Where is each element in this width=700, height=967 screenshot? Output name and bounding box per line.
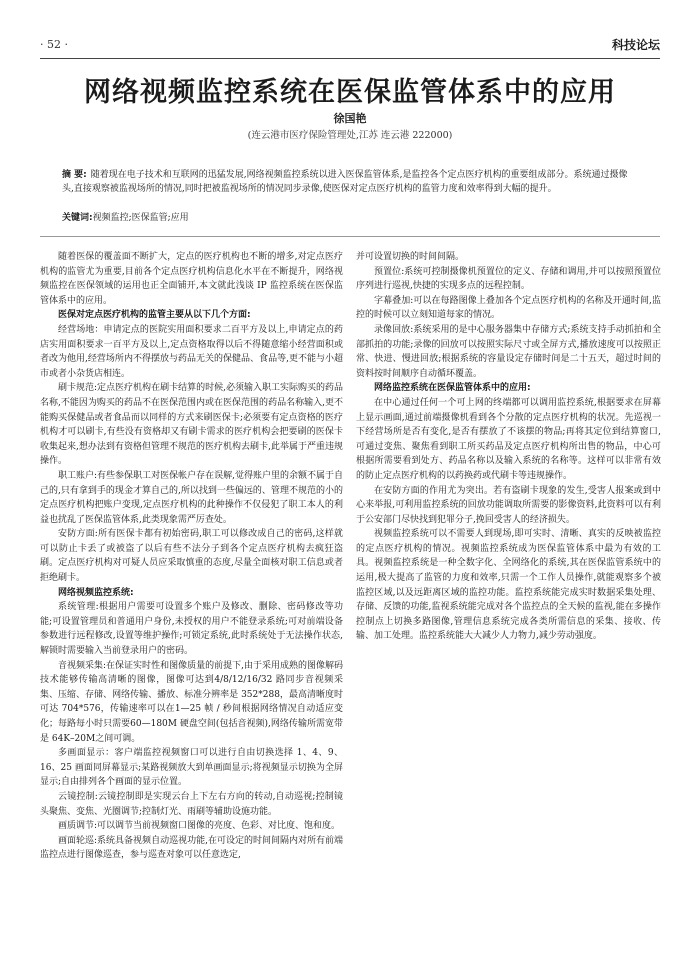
keywords-label: 关键词: — [62, 213, 93, 223]
section-heading: 网络视频监控系统: — [58, 587, 134, 598]
body-paragraph: 视频监控系统可以不需要人到现场,即可实时、清晰、真实的反映被监控的定点医疗机构的情况。视频监控系统成为医保监管体系中最为有效的工具。视频监控系统是一种全数字化、全网络化的系统,其在医保监管系统中的运用,极大提高了监管的力度和效率,只需一个工作人员操作,就能观察多个被监控区域,以及远距离区域的监控功能。监控系统能完成实时数据采集处理、存储、反馈的功能,监视系统能完成对各个监控点的全天候的监视,能在多操作控制点上切换多路图像,管理信息系统完成各类所需信息的采集、接收、传输、加工处理。监控系统能大大减少人力物力,减少劳动强度。 — [356, 529, 661, 642]
body-column-left — [40, 250, 343, 863]
section-heading: 医保对定点医疗机构的监管主要从以下几个方面: — [58, 310, 251, 321]
abstract-text: 随着现在电子技术和互联网的迅猛发展,网络视频监控系统以进入医保监管体系,是监控各个定点医疗机构的重要组成部分。系统通过摄像头,直接观察被监视场所的情况,同时把被监视场所的情况同步录像,使医保对定点医疗机构的监管力度和效率得到大幅的提升。 — [62, 170, 628, 194]
body-paragraph: 职工账户:有些参保职工对医保帐户存在误解,觉得账户里的余额不属于自己的,只有拿到手的现金才算自己的,所以找到一些偏远的、管理不规范的小的定点医疗机构把账户变现,定点医疗机构的此种操作不仅侵犯了职工本人的利益也扰乱了医保监管体系,此类现象需严厉查处。 — [40, 470, 343, 525]
article-title: 网络视频监控系统在医保监管体系中的应用 — [84, 77, 616, 108]
header-rule — [40, 58, 660, 59]
body-paragraph: 在安防方面的作用尤为突出。若有盗刷卡现象的发生,受害人报案或到中心来举报,可利用监控系统的回放功能调取所需要的影像资料,此资料可以有利于公安部门尽快找到犯罪分子,挽回受害人的经济损失。 — [356, 485, 661, 525]
running-header — [40, 38, 660, 60]
body-paragraph: 画质调节:可以调节当前视频窗口图像的亮度、色彩、对比度、饱和度。 — [58, 821, 341, 832]
body-paragraph: 随着医保的覆盖面不断扩大，定点的医疗机构也不断的增多,对定点医疗机构的监管尤为重要,目前各个定点医疗机构信息化水平在不断提升，网络视频监控在医保领域的运用也正全面铺开,本文就此浅谈 IP 监控系统在医保监管体系中的应用。 — [40, 252, 343, 306]
body-paragraph: 经营场地：申请定点的医院实用面积要求二百平方及以上,申请定点的药店实用面积要求一百平方及以上,定点资格取得以后不得随意缩小经营面积或者改为他用,经营场所内不得摆放与药品无关的保健品、食品等,更不能与小超市或者小杂货店相连。 — [40, 324, 343, 379]
body-paragraph: 字幕叠加:可以在每路图像上叠加各个定点医疗机构的名称及开通时间,监控的时候可以立刻知道每家的情况。 — [356, 295, 661, 321]
body-paragraph: 并可设置切换的时间间隔。 — [356, 252, 465, 262]
abstract-divider — [40, 236, 660, 237]
section-label: 科技论坛 — [611, 38, 660, 52]
keywords-text: 视频监控;医保监管;应用 — [92, 213, 189, 223]
page-number: · 52 · — [40, 38, 68, 51]
body-column-right — [356, 250, 661, 644]
body-paragraph: 云镜控制:云镜控制即是实现云台上下左右方向的转动,自动巡视;控制镜头聚焦、变焦、光圈调节;控制灯光、雨刷等辅助设施功能。 — [40, 791, 343, 817]
body-paragraph: 预置位:系统可控制摄像机预置位的定义、存储和调用,并可以按照预置位序列进行巡视,快捷的实现多点的远程控制。 — [356, 266, 661, 292]
body-paragraph: 多画面显示：客户端监控视频窗口可以进行自由切换选择 1、4、9、16、25 画面同屏幕显示;某路视频放大到单画面显示;将视频显示切换为全屏显示;自由排列各个画面的显示位置。 — [40, 748, 343, 788]
keywords — [62, 211, 638, 225]
body-paragraph: 在中心通过任何一个可上网的终端都可以调用监控系统,根据要求在屏幕上显示画面,通过前端摄像机看到各个分散的定点医疗机构的状况。先巡视一下经营场所是否有变化,是否有摆放了不该摆的物品;再将其定位到结算窗口,可通过变焦、聚焦看到职工所买药品及定点医疗机构所出售的物品，中心可根据所需要看到处方、药品名称以及输入系统的名称等。这样可以非常有效的防止定点医疗机构的以药换药或代刷卡等违规操作。 — [356, 397, 661, 481]
body-paragraph: 音视频采集:在保证实时性和图像质量的前提下,由于采用成熟的图像解码技术能够传输高清晰的图像，图像可达到4/8/12/16/32 路同步音视频采集、压缩、存储、网络传输、播放、标准分辨率是 352*288，最高清晰度时可达 704*576，传输速率可以在1—25 帧 / 秒间根据网络情况自动适应变化；每路每小时只需要60—180M 硬盘空间(包括音视频),网络传输所需宽带是 64K–20M之间可调。 — [40, 660, 343, 744]
abstract — [62, 168, 638, 196]
body-paragraph: 系统管理:根据用户需要可设置多个账户及修改、删除、密码修改等功能;可设置管理员和普通用户身份,未授权的用户不能登录系统;可对前端设备参数进行远程修改,设置等维护操作;可锁定系统,此时系统处于无法操作状态,解锁时需要输入当前登录用户的密码。 — [40, 602, 343, 657]
body-paragraph: 录像回放:系统采用的是中心服务器集中存储方式;系统支持手动抓拍和全部抓拍的功能;录像的回放可以按照实际尺寸或全屏方式,播放速度可以按照正常、快进、慢进回放;根据系统的容量设定存储时间是二十五天，超过时间的资料按时间顺序自动循环覆盖。 — [356, 324, 661, 379]
body-paragraph: 安防方面:所有医保卡都有初始密码,职工可以修改成自己的密码,这样就可以防止卡丢了或被盗了以后有些不法分子到各个定点医疗机构去疯狂盗刷。定点医疗机构对可疑人员应采取慎重的态度,尽量全面核对职工信息或者拒绝刷卡。 — [40, 529, 343, 584]
body-paragraph: 画面轮巡:系统具备视频自动巡视功能,在可设定的时间间隔内对所有前端监控点进行图像巡查，参与巡查对象可以任意选定, — [40, 835, 343, 861]
author-name: 徐国艳 — [333, 112, 367, 125]
abstract-label: 摘 要: — [62, 170, 87, 180]
body-paragraph: 刷卡规范:定点医疗机构在刷卡结算的时候,必须输入职工实际购买的药品名称,不能因为购买的药品不在医保范围内或在医保范围的药品名称输入,更不能购买保健品或者食品而以同样的方式来刷医保卡;必须要有定点资格的医疗机构才可以刷卡,有些没有资格却又有刷卡需求的医疗机构会把要刷的医保卡收集起来,想办法到有资格但管理不规范的医疗机构去刷卡,此举属于严重违规操作。 — [40, 383, 343, 467]
section-heading: 网络监控系统在医保监管体系中的应用: — [374, 383, 531, 394]
author-affiliation: (连云港市医疗保险管理处,江苏 连云港 222000) — [247, 130, 453, 141]
